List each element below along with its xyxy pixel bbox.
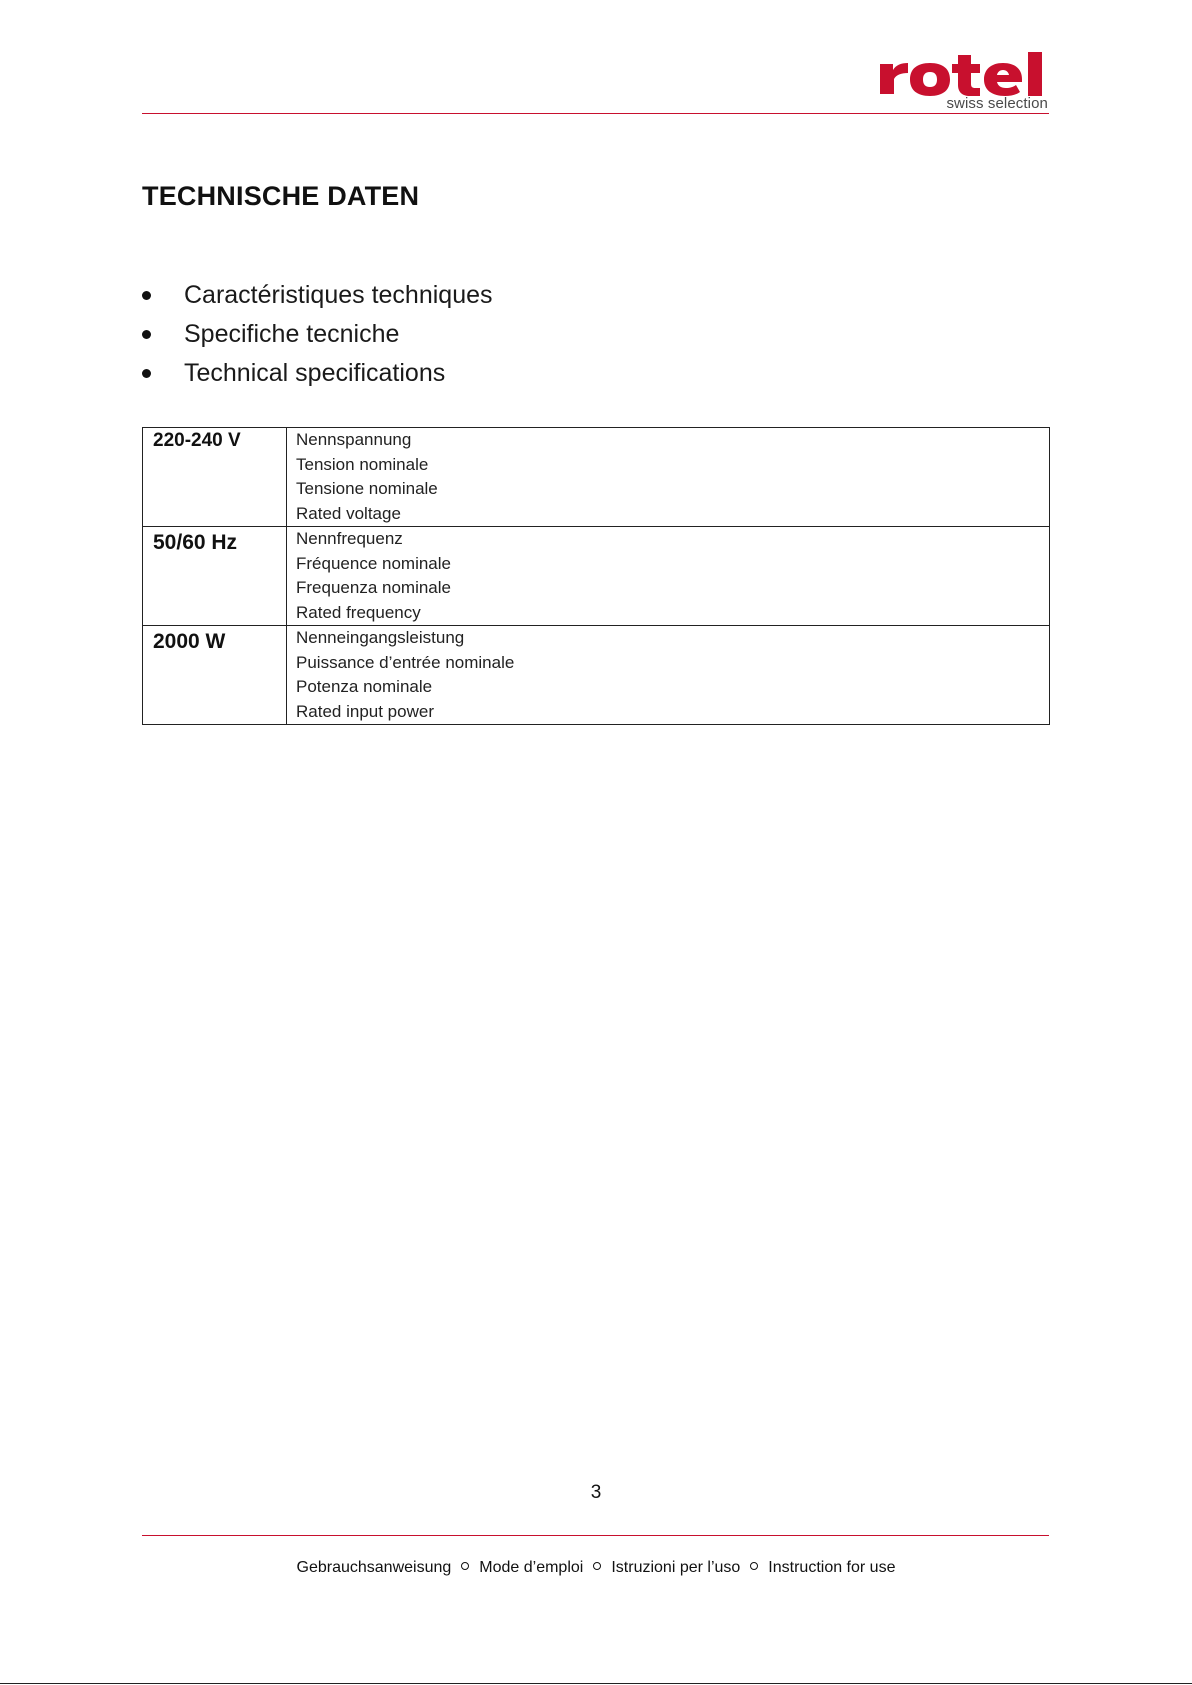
table-row — [143, 428, 1050, 527]
list-item-label: Technical specifications — [184, 359, 446, 387]
footer-item: Mode d’emploi — [479, 1559, 584, 1576]
circle-separator-icon — [461, 1562, 469, 1570]
spec-value: 2000 W — [143, 626, 287, 725]
brand-logo — [878, 52, 1048, 114]
page-number: 3 — [590, 1482, 602, 1503]
spec-label: Rated input power — [296, 701, 434, 721]
bullet-icon — [142, 330, 151, 339]
footer-item: Instruction for use — [768, 1559, 896, 1576]
footer-divider — [142, 1535, 1049, 1536]
page-title: TECHNISCHE DATEN — [142, 181, 420, 211]
circle-separator-icon — [750, 1562, 758, 1570]
footer-item: Gebrauchsanweisung — [296, 1559, 452, 1576]
spec-label: Fréquence nominale — [296, 553, 451, 573]
footer-item: Istruzioni per l’uso — [611, 1559, 741, 1576]
bullet-icon — [142, 291, 151, 300]
logo-tagline: swiss selection — [946, 95, 1048, 112]
spec-value: 50/60 Hz — [143, 527, 287, 626]
spec-labels — [287, 428, 1050, 527]
table-row — [143, 527, 1050, 626]
table-row — [143, 626, 1050, 725]
circle-separator-icon — [593, 1562, 601, 1570]
footer-manual-titles — [0, 1559, 1192, 1577]
spec-label: Nennspannung — [296, 430, 412, 449]
spec-label: Tensione nominale — [296, 479, 438, 498]
spec-label: Frequenza nominale — [296, 578, 451, 597]
language-list — [142, 276, 493, 393]
spec-label: Puissance d’entrée nominale — [296, 652, 515, 672]
list-item-label: Specifiche tecniche — [184, 320, 400, 348]
list-item — [142, 354, 493, 393]
spec-label: Nenneingangsleistung — [296, 628, 465, 647]
spec-label: Tension nominale — [296, 454, 429, 474]
list-item-label: Caractéristiques techniques — [184, 281, 493, 309]
bullet-icon — [142, 369, 151, 378]
page-bottom-edge — [0, 1683, 1192, 1684]
specifications-table — [142, 427, 1050, 725]
spec-labels — [287, 527, 1050, 626]
spec-labels — [287, 626, 1050, 725]
list-item — [142, 315, 493, 354]
spec-label: Nennfrequenz — [296, 529, 403, 548]
spec-label: Rated frequency — [296, 602, 421, 622]
header-divider — [142, 113, 1049, 114]
spec-label: Rated voltage — [296, 503, 401, 523]
rotel-wordmark-logo — [878, 52, 1048, 96]
spec-value: 220-240 V — [143, 428, 287, 527]
spec-label: Potenza nominale — [296, 677, 433, 696]
list-item — [142, 276, 493, 315]
